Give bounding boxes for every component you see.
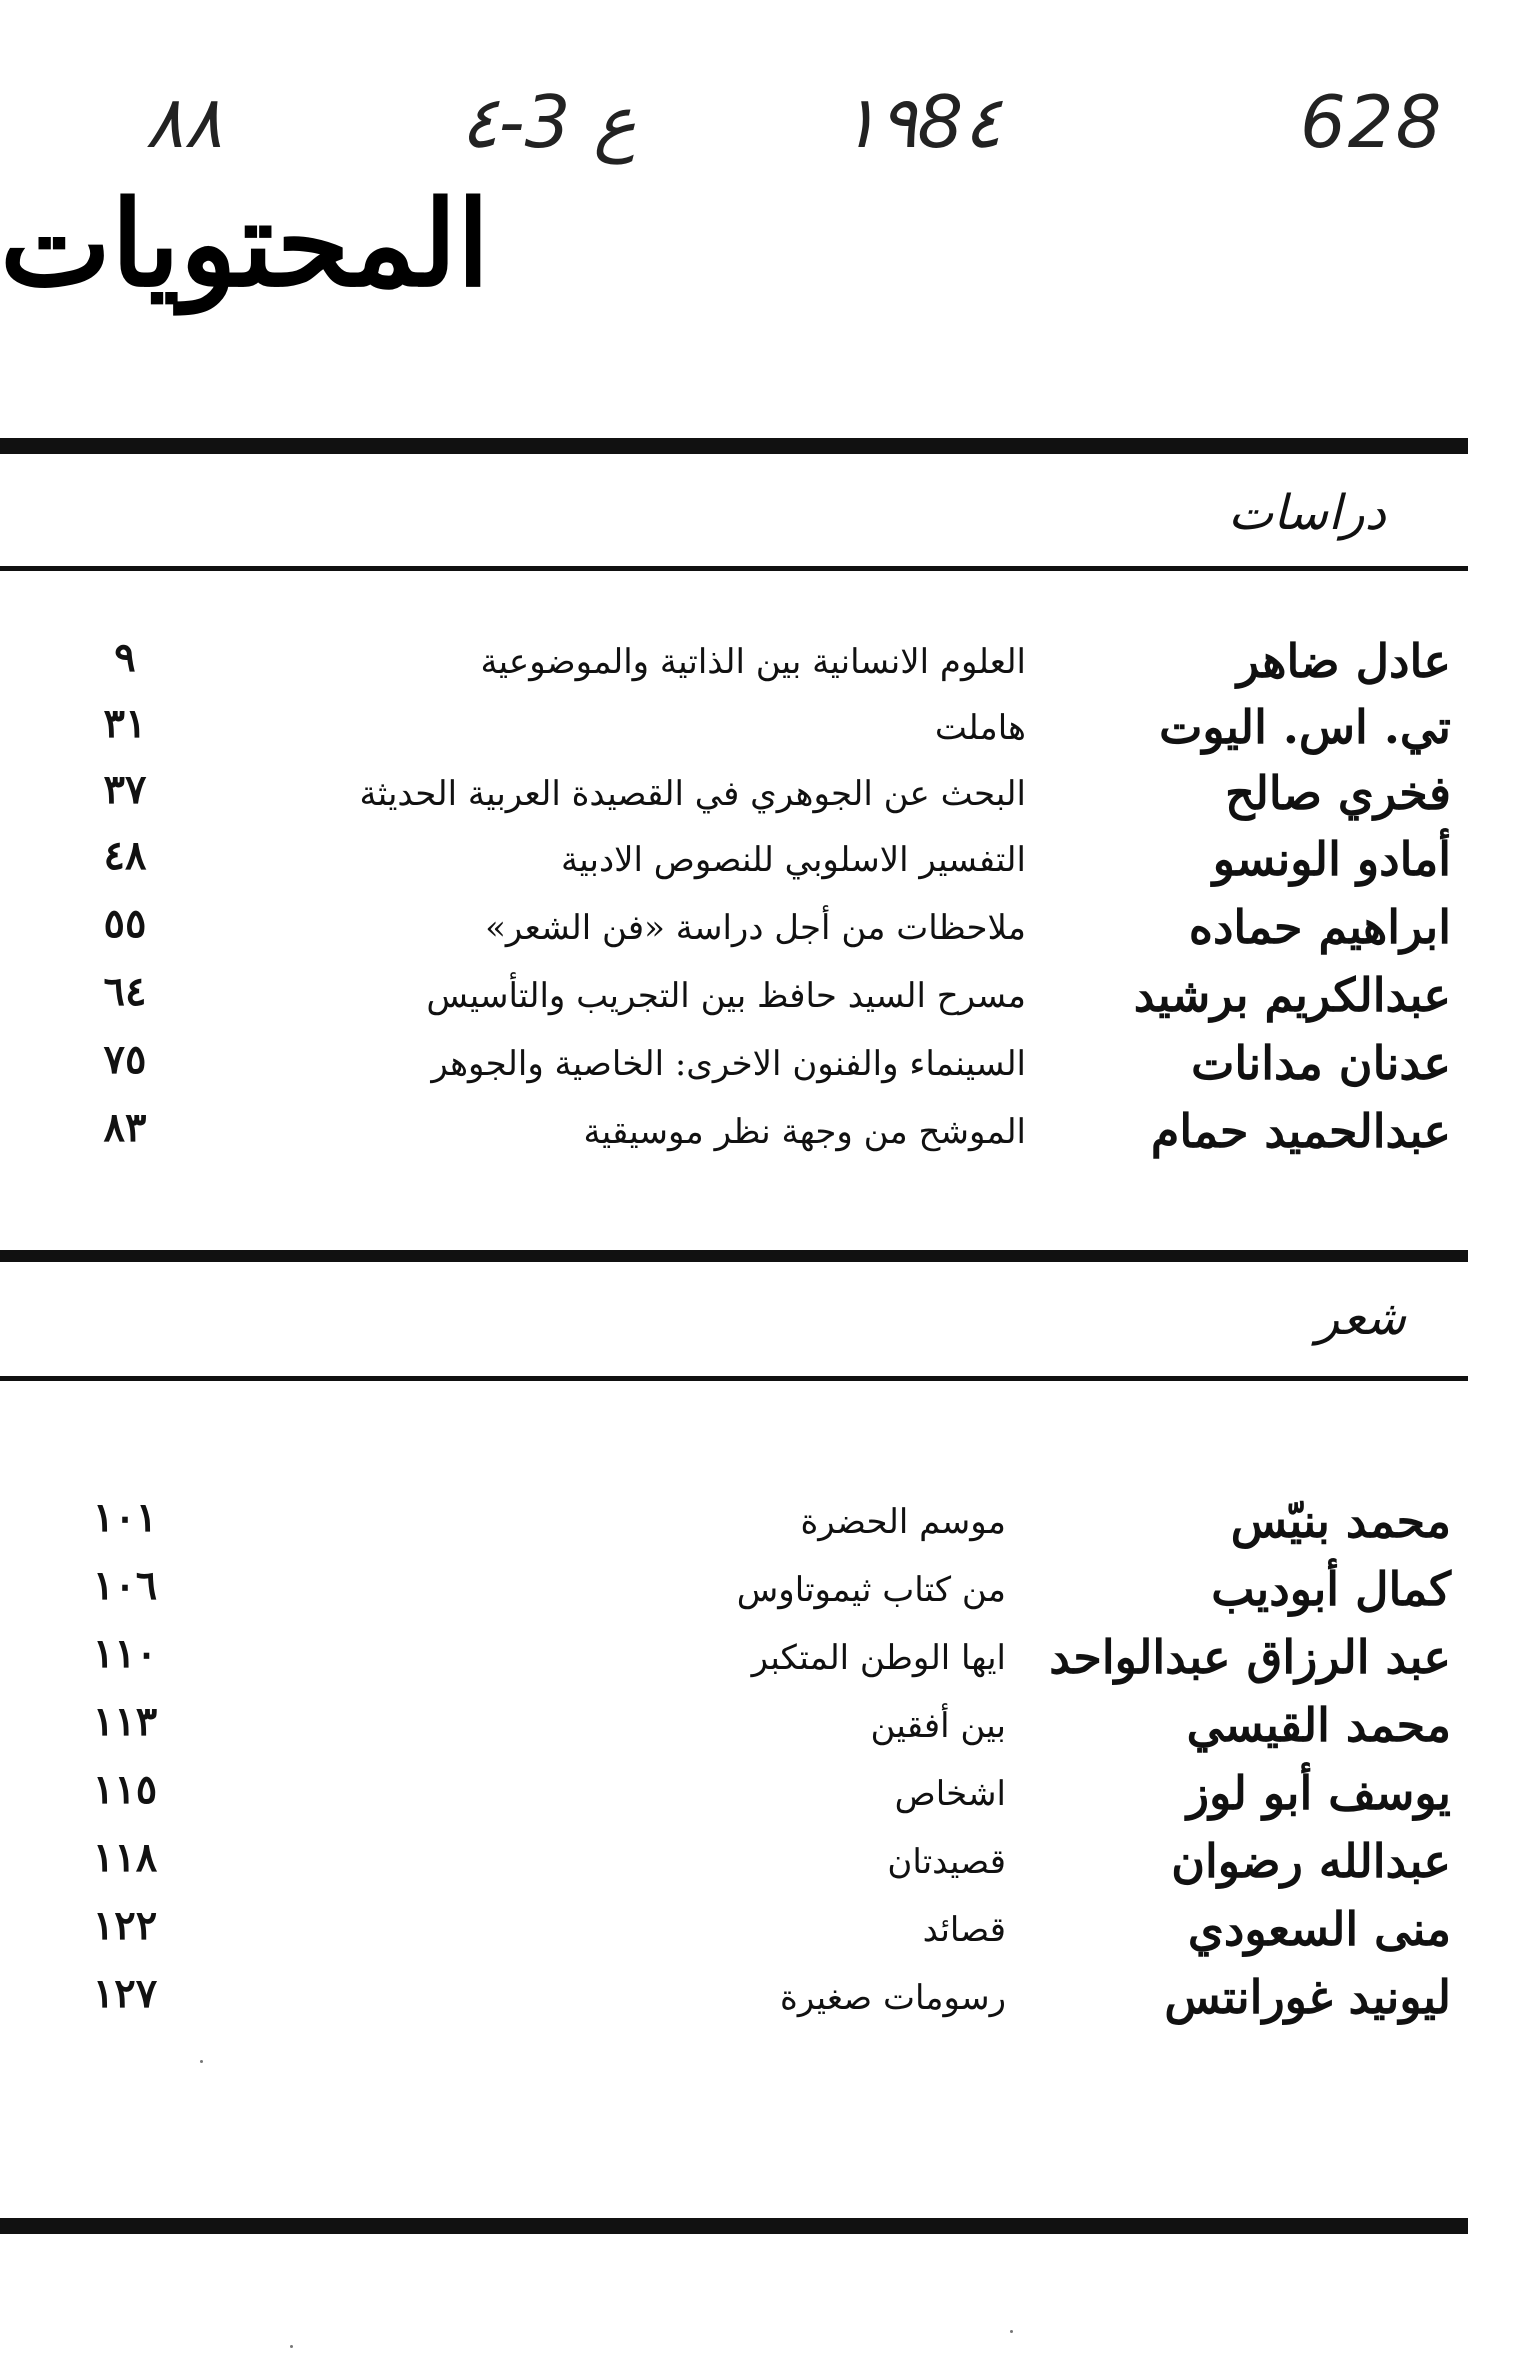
author-name: كمال أبوديب: [1211, 1562, 1451, 1616]
page-number: ٩: [114, 634, 136, 681]
author-name: محمد بنيّس: [1230, 1494, 1451, 1548]
author-name: عبدالكريم برشيد: [1133, 968, 1451, 1022]
work-title: اشخاص: [894, 1774, 1006, 1814]
toc-row: [0, 762, 1526, 824]
author-name: عبد الرزاق عبدالواحد: [1049, 1630, 1451, 1684]
top-heavy-rule: [0, 438, 1468, 454]
toc-row: [0, 1898, 1526, 1960]
author-name: تي. اس. اليوت: [1159, 700, 1451, 754]
page-number: ٤٨: [103, 832, 147, 879]
author-name: محمد القيسي: [1186, 1698, 1451, 1752]
toc-row: [0, 1100, 1526, 1162]
page-number: ١١٣: [92, 1698, 158, 1745]
work-title: هاملت: [934, 708, 1026, 748]
toc-row: [0, 896, 1526, 958]
work-title: مسرح السيد حافظ بين التجريب والتأسيس: [426, 976, 1026, 1016]
page-number: ٧٥: [103, 1036, 147, 1083]
work-title: من كتاب ثيموتاوس: [736, 1570, 1006, 1610]
scan-speck: [1010, 2330, 1013, 2333]
section-rule-studies: [0, 566, 1468, 571]
section-heading-poetry: شعر: [1316, 1290, 1406, 1346]
author-name: يوسف أبو لوز: [1186, 1766, 1451, 1820]
work-title: العلوم الانسانية بين الذاتية والموضوعية: [480, 642, 1026, 682]
author-name: منى السعودي: [1187, 1902, 1451, 1956]
toc-row: [0, 964, 1526, 1026]
author-name: عدنان مدانات: [1191, 1036, 1451, 1090]
toc-row: [0, 1626, 1526, 1688]
handwritten-note-1: ٨٨: [145, 80, 223, 164]
author-name: عبدالله رضوان: [1171, 1834, 1451, 1888]
toc-row: [0, 696, 1526, 758]
toc-row: [0, 630, 1526, 692]
work-title: قصائد: [922, 1910, 1006, 1950]
toc-row: [0, 1966, 1526, 2028]
work-title: قصيدتان: [887, 1842, 1006, 1882]
page-title: المحتويات: [0, 174, 490, 313]
page-number: ٣٧: [103, 766, 147, 813]
scan-speck: [200, 2060, 203, 2063]
page-number: ١١٥: [92, 1766, 158, 1813]
work-title: رسومات صغيرة: [780, 1978, 1006, 2018]
page-number: ١١٠: [92, 1630, 158, 1677]
toc-row: [0, 1490, 1526, 1552]
section-heading-studies: دراسات: [1228, 485, 1386, 541]
page-number: ١٠٦: [92, 1562, 158, 1609]
work-title: التفسير الاسلوبي للنصوص الادبية: [561, 840, 1026, 880]
page-number: ٥٥: [103, 900, 147, 947]
work-title: الموشح من وجهة نظر موسيقية: [583, 1112, 1026, 1152]
page-number: ٣١: [103, 700, 147, 747]
author-name: ليونيد غورانتس: [1164, 1970, 1451, 2024]
toc-row: [0, 1830, 1526, 1892]
work-title: ملاحظات من أجل دراسة «فن الشعر»: [485, 908, 1026, 948]
work-title: ايها الوطن المتكبر: [751, 1638, 1006, 1678]
work-title: بين أفقين: [870, 1706, 1006, 1746]
author-name: عبدالحميد حمام: [1150, 1104, 1451, 1158]
page-number: ٨٣: [103, 1104, 147, 1151]
page-number: ١١٨: [92, 1834, 158, 1881]
author-name: عادل ضاهر: [1236, 634, 1451, 688]
toc-row: [0, 1694, 1526, 1756]
author-name: ابراهيم حماده: [1188, 900, 1451, 954]
middle-heavy-rule: [0, 1250, 1468, 1262]
author-name: أمادو الونسو: [1212, 832, 1451, 886]
work-title: البحث عن الجوهري في القصيدة العربية الحديثة: [359, 774, 1026, 814]
bottom-heavy-rule: [0, 2218, 1468, 2234]
page-number: ٦٤: [103, 968, 147, 1015]
section-rule-poetry: [0, 1376, 1468, 1381]
toc-row: [0, 1032, 1526, 1094]
page-number: ١٢٧: [92, 1970, 158, 2017]
toc-row: [0, 1762, 1526, 1824]
toc-row: [0, 1558, 1526, 1620]
page-number: ١٠١: [92, 1494, 158, 1541]
work-title: موسم الحضرة: [800, 1502, 1006, 1542]
scan-speck: [290, 2345, 293, 2348]
work-title: السينماء والفنون الاخرى: الخاصية والجوهر: [431, 1044, 1026, 1084]
handwritten-note-3: ١٩8٤: [840, 80, 1002, 164]
handwritten-note-4: 628: [1300, 80, 1444, 164]
toc-row: [0, 828, 1526, 890]
author-name: فخري صالح: [1225, 766, 1451, 820]
page-number: ١٢٢: [92, 1902, 158, 1949]
handwritten-note-2: ٤-3 ع: [460, 80, 637, 164]
